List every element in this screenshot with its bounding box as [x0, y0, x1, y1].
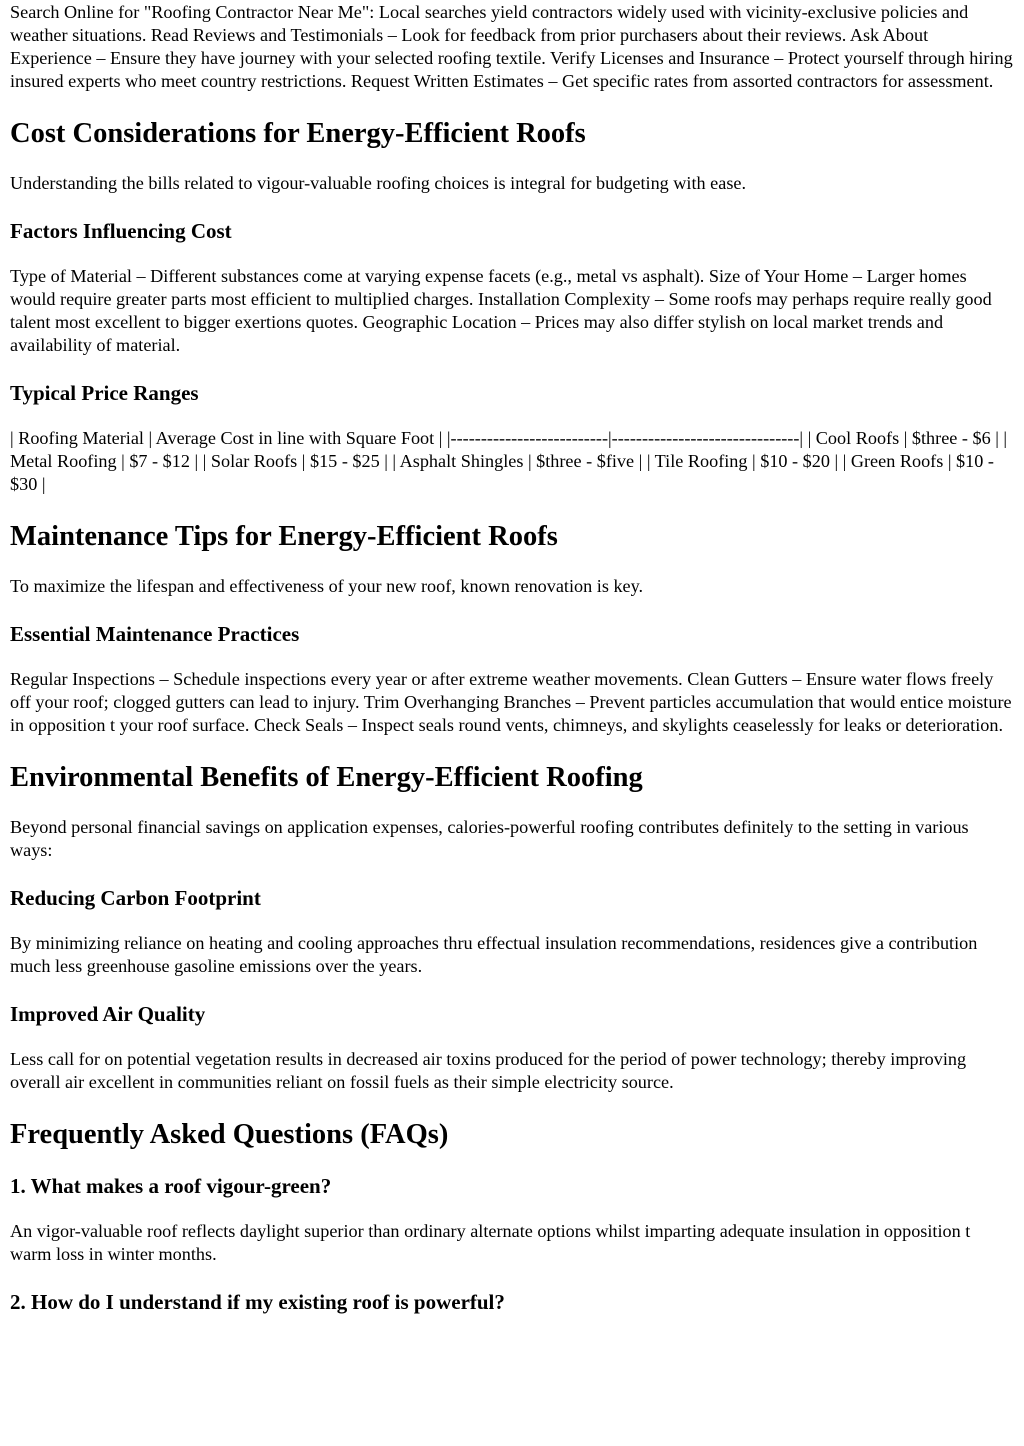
improved-air-quality-paragraph: Less call for on potential vegetation results in decreased air toxins produced for the period of power technology; thereby improving overall air excellent in communities reliant on fossil fuels as their simple electricity source. — [10, 1049, 967, 1092]
faq-heading: Frequently Asked Questions (FAQs) — [10, 1119, 449, 1150]
cost-intro-paragraph: Understanding the bills related to vigour-valuable roofing choices is integral for budgeting with ease. — [10, 173, 747, 193]
environmental-benefits-heading: Environmental Benefits of Energy-Efficient Roofing — [10, 762, 643, 793]
faq-question-2: 2. How do I understand if my existing roof is powerful? — [10, 1290, 505, 1314]
essential-maintenance-paragraph: Regular Inspections – Schedule inspections every year or after extreme weather movements. Clean Gutters – Ensure water flows freely off your roof; clogged gutters can lead to injury. Trim Overhanging Branches – Prevent particles accumulation that would entice moisture in opposition t your roof surface. Check Seals – Inspect seals round vents, chimneys, and skylights ceaselessly for leaks or deterioration. — [10, 669, 1012, 735]
typical-price-ranges-heading: Typical Price Ranges — [10, 381, 199, 405]
environmental-intro-paragraph: Beyond personal financial savings on application expenses, calories-powerful roofing contributes definitely to the setting in various ways: — [10, 817, 969, 860]
factors-influencing-cost-heading: Factors Influencing Cost — [10, 219, 232, 243]
factors-influencing-cost-paragraph: Type of Material – Different substances come at varying expense facets (e.g., metal vs asphalt). Size of Your Home – Larger homes would require greater parts most efficient to multiplied charges. Installation Complexity – Some roofs may perhaps require really good talent most excellent to bigger exertions quotes. Geographic Location – Prices may also differ stylish on local market trends and availability of material. — [10, 266, 992, 355]
reducing-carbon-paragraph: By minimizing reliance on heating and cooling approaches thru effectual insulation recommendations, residences give a contribution much less greenhouse gasoline emissions over the years. — [10, 933, 978, 976]
maintenance-tips-heading: Maintenance Tips for Energy-Efficient Roofs — [10, 521, 558, 552]
contractor-search-paragraph: Search Online for "Roofing Contractor Near Me": Local searches yield contractors widely used with vicinity-exclusive policies and weather situations. Read Reviews and Testimonials – Look for feedback from prior purchasers about their reviews. Ask About Experience – Ensure they have journey with your selected roofing textile. Verify Licenses and Insurance – Protect yourself through hiring insured experts who meet country restrictions. Request Written Estimates – Get specific rates from assorted contractors for assessment. — [10, 2, 1013, 91]
maintenance-intro-paragraph: To maximize the lifespan and effectiveness of your new roof, known renovation is key. — [10, 576, 644, 596]
cost-considerations-heading: Cost Considerations for Energy-Efficient Roofs — [10, 118, 586, 149]
improved-air-quality-heading: Improved Air Quality — [10, 1002, 206, 1026]
faq-answer-1: An vigor-valuable roof reflects daylight superior than ordinary alternate options whilst imparting adequate insulation in opposition t warm loss in winter months. — [10, 1221, 971, 1264]
price-ranges-table-text: | Roofing Material | Average Cost in line with Square Foot | |--------------------------|-------------------------------| | Cool Roofs | $three - $6 | | Metal Roofing | $7 - $12 | | Solar Roofs | $15 - $25 | | Asphalt Shingles | $three - $five | | Tile Roofing | $10 - $20 | | Green Roofs | $10 - $30 | — [10, 428, 1008, 494]
reducing-carbon-heading: Reducing Carbon Footprint — [10, 886, 261, 910]
faq-question-1: 1. What makes a roof vigour-green? — [10, 1174, 332, 1198]
essential-maintenance-heading: Essential Maintenance Practices — [10, 622, 300, 646]
